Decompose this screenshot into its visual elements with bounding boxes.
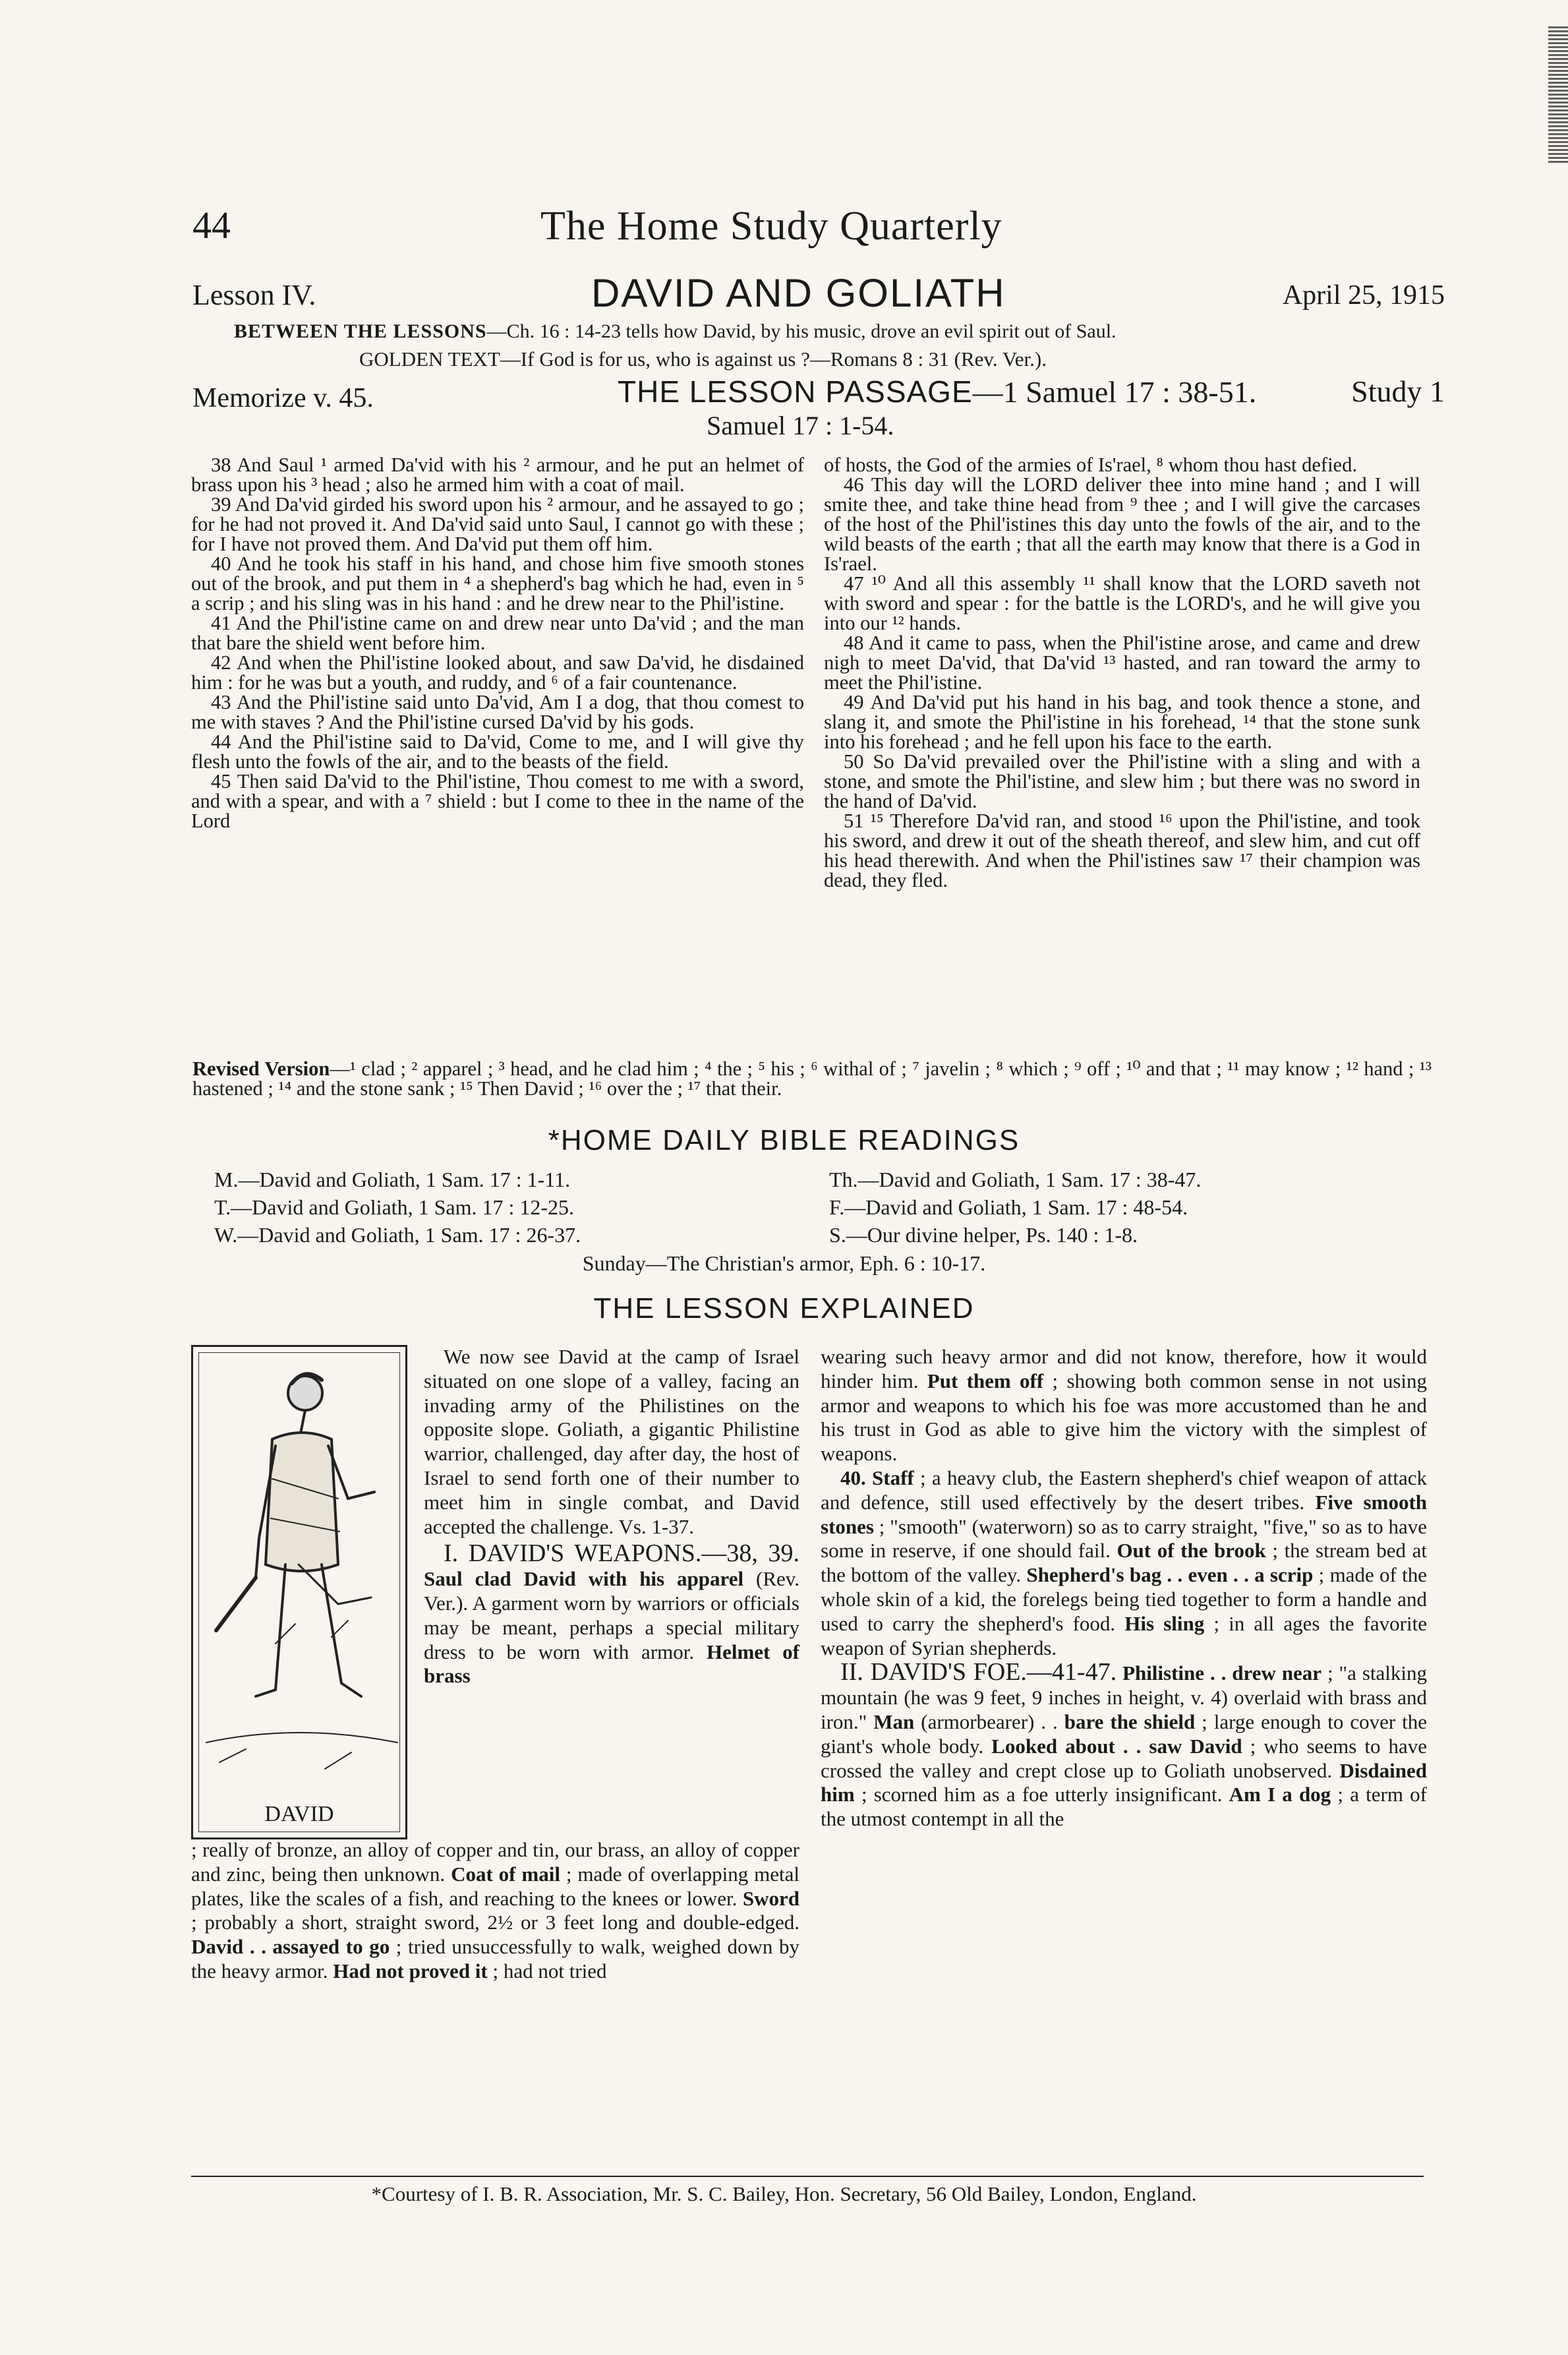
text: ; scorned him as a foe utterly insignificant. xyxy=(854,1783,1229,1806)
weapons-continued xyxy=(191,1838,799,1984)
reading-item: T.—David and Goliath, 1 Sam. 17 : 12-25. xyxy=(214,1195,574,1219)
passage-reference: —1 Samuel 17 : 38-51. xyxy=(972,375,1257,409)
weapons-paragraph xyxy=(424,1541,799,1688)
put-off-paragraph xyxy=(821,1345,1427,1466)
term: Sword xyxy=(742,1886,799,1910)
lesson-number: Lesson IV. xyxy=(192,279,316,311)
term: His sling xyxy=(1124,1611,1205,1635)
between-the-lessons xyxy=(234,320,1434,343)
golden-text: GOLDEN TEXT—If God is for us, who is against us ?—Romans 8 : 31 (Rev. Ver.). xyxy=(359,347,1047,371)
text: ; really of bronze, an alloy of copper and tin, our brass, an alloy of copper and zinc, being then unknown. xyxy=(191,1838,799,1886)
term: Saul clad David with his apparel xyxy=(424,1567,744,1591)
term: Philistine . . drew near xyxy=(1122,1661,1322,1685)
running-title: The Home Study Quarterly xyxy=(540,204,1002,249)
text: ; probably a short, straight sword, 2½ or 3 feet long and double-edged. xyxy=(191,1911,799,1934)
term: Am I a dog xyxy=(1229,1783,1331,1806)
between-text: —Ch. 16 : 14-23 tells how David, by his music, drove an evil spirit out of Saul. xyxy=(486,320,1117,342)
study-reference: Samuel 17 : 1-54. xyxy=(707,411,894,440)
term: David . . assayed to go xyxy=(191,1935,390,1959)
text: ; "a stalking mountain (he was 9 feet, 9 inches in height, v. 4) overlaid with brass and iron." xyxy=(821,1661,1427,1733)
readings-left xyxy=(214,1166,581,1249)
term: Five smooth stones xyxy=(821,1490,1428,1538)
reading-item: S.—Our divine helper, Ps. 140 : 1-8. xyxy=(829,1223,1138,1247)
term: Put them off xyxy=(927,1369,1044,1392)
reading-item: F.—David and Goliath, 1 Sam. 17 : 48-54. xyxy=(829,1195,1188,1219)
verse: 46 This day will the LORD deliver thee into mine hand ; and I will smite thee, and take thine head from ⁹ thee ; and I will give the carcases of the host of the Phil'istines this day unto the fowls of the air, and to the wild beasts of the earth ; that all the earth may know that there is a God in Is'rael. xyxy=(824,473,1420,575)
between-label: BETWEEN THE LESSONS xyxy=(234,320,487,342)
term: Shepherd's bag . . even . . a scrip xyxy=(1026,1563,1314,1587)
text: ; a heavy club, the Eastern shepherd's chief weapon of attack and defence, still used effectively by the desert tribes. xyxy=(821,1466,1427,1514)
footnote-divider xyxy=(191,2176,1424,2177)
verse: 47 ¹⁰ And all this assembly ¹¹ shall know that the LORD saveth not with sword and spear : for the battle is the LORD's, and he will give you into our ¹² hands. xyxy=(824,572,1420,634)
figure-caption: DAVID xyxy=(264,1802,334,1826)
term: Out of the brook xyxy=(1117,1539,1266,1563)
memorize-note: Memorize v. 45. xyxy=(192,383,374,413)
verse: of hosts, the God of the armies of Is'rael, ⁸ whom thou hast defied. xyxy=(824,454,1357,476)
david-figure-icon xyxy=(193,1347,405,1802)
text: (Rev. Ver.). A garment worn by warriors or officials may be meant, perhaps a special military dress to be worn with armor. xyxy=(424,1567,800,1663)
readings-heading: *HOME DAILY BIBLE READINGS xyxy=(548,1124,1020,1156)
text: ; made of the whole skin of a kid, the forelegs being tied together to form a handle and used to carry the shepherd's food. xyxy=(821,1563,1427,1635)
revised-label: Revised Version xyxy=(192,1058,330,1080)
verse: 42 And when the Phil'istine looked about, and saw Da'vid, he disdained him : for he was but a youth, and ruddy, and ⁶ of a fair countenance. xyxy=(191,651,804,694)
term: bare the shield xyxy=(1064,1710,1196,1733)
text: ; made of overlapping metal plates, like the scales of a fish, and reaching to the knees or lower. xyxy=(191,1862,799,1910)
term: Looked about . . saw David xyxy=(991,1734,1242,1758)
term: 40. Staff xyxy=(840,1466,914,1489)
lesson-date: April 25, 1915 xyxy=(1282,280,1445,311)
text: (armorbearer) . . xyxy=(914,1710,1064,1733)
term: Disdained him xyxy=(821,1758,1427,1806)
reading-item: Th.—David and Goliath, 1 Sam. 17 : 38-47. xyxy=(829,1168,1202,1191)
scripture-column-left xyxy=(191,455,804,831)
verse: 50 So Da'vid prevailed over the Phil'istine with a sling and with a stone, and smote the Phil'istine, and slew him ; but there was no sword in the hand of Da'vid. xyxy=(824,750,1420,812)
reading-item: W.—David and Goliath, 1 Sam. 17 : 26-37. xyxy=(214,1223,581,1247)
text: ; in all ages the favorite weapon of Syrian shepherds. xyxy=(821,1611,1427,1659)
verse: 40 And he took his staff in his hand, and chose him five smooth stones out of the brook, and put them in ⁴ a shepherd's bag which he had, even in ⁵ a scrip ; and his sling was in his hand : and he drew near to the Phil'istine. xyxy=(191,552,804,614)
term: Had not proved it xyxy=(333,1959,488,1982)
lesson-title-row xyxy=(192,270,1445,316)
verse-40-paragraph xyxy=(821,1466,1427,1660)
text: ; "smooth" (waterworn) so as to carry straight, "five," so as to have some in reserve, if one should fail. xyxy=(821,1514,1427,1563)
verse: 45 Then said Da'vid to the Phil'istine, Thou comest to me with a sword, and with a spear, and with a ⁷ shield : but I come to thee in the name of the Lord xyxy=(191,770,804,832)
text: ; had not tried xyxy=(487,1959,607,1982)
text: wearing such heavy armor and did not know, therefore, how it would hinder him. xyxy=(821,1345,1427,1392)
footnote: *Courtesy of I. B. R. Association, Mr. S. C. Bailey, Hon. Secretary, 56 Old Bailey, London, England. xyxy=(371,2182,1197,2205)
explained-heading: THE LESSON EXPLAINED xyxy=(593,1292,975,1325)
text: ; showing both common sense in not using armor and weapons to which his foe was more accustomed than he and his trust in God as able to give him the victory with the simplest of weapons. xyxy=(821,1369,1428,1466)
verse: 44 And the Phil'istine said to Da'vid, Come to me, and I will give thy flesh unto the fowls of the air, and to the beasts of the field. xyxy=(191,730,804,773)
lesson-title: DAVID AND GOLIATH xyxy=(591,271,1006,315)
term: Coat of mail xyxy=(451,1862,560,1886)
text: ; who seems to have crossed the valley and crept close up to Goliath unobserved. xyxy=(821,1734,1428,1782)
passage-heading: THE LESSON PASSAGE xyxy=(618,374,973,409)
verse: 41 And the Phil'istine came on and drew near unto Da'vid ; and the man that bare the shield went before him. xyxy=(191,612,804,654)
revised-version-notes xyxy=(192,1059,1432,1098)
revised-text: —¹ clad ; ² apparel ; ³ head, and he clad him ; ⁴ the ; ⁵ his ; ⁶ withal of ; ⁷ javelin ; ⁸ which ; ⁹ off ; ¹⁰ and that ; ¹¹ may know ; ¹² hand ; ¹³ hastened ; ¹⁴ and the stone sank ; ¹⁵ Then David ; ¹⁶ over the ; ¹⁷ that their. xyxy=(192,1058,1432,1100)
sunday-reading: Sunday—The Christian's armor, Eph. 6 : 10-17. xyxy=(582,1251,986,1275)
term: Man xyxy=(873,1710,915,1733)
text: ; the stream bed at the bottom of the valley. xyxy=(821,1539,1428,1587)
passage-title xyxy=(618,376,1445,408)
scripture-column-right xyxy=(824,455,1420,890)
term: Helmet of brass xyxy=(424,1640,799,1688)
verse: 43 And the Phil'istine said unto Da'vid, Am I a dog, that thou comest to me with staves ? And the Phil'istine cursed Da'vid by his gods. xyxy=(191,691,804,733)
verse: 51 ¹⁵ Therefore Da'vid ran, and stood ¹⁶ upon the Phil'istine, and took his sword, and drew it out of the sheath thereof, and slew him, and cut off his head therewith. And when the Phil'istines saw ¹⁷ their champion was dead, they fled. xyxy=(824,810,1420,891)
section-2-title: II. DAVID'S FOE.—41-47. xyxy=(840,1658,1117,1686)
foe-paragraph xyxy=(821,1660,1427,1832)
passage-heading-row xyxy=(192,376,1445,448)
readings-right xyxy=(829,1166,1201,1249)
verse: 39 And Da'vid girded his sword upon his ² armour, and he assayed to go ; for he had not proved it. And Da'vid said unto Saul, I cannot go with these ; for I have not proved them. And Da'vid put them off him. xyxy=(191,493,804,555)
text: ; large enough to cover the giant's whole body. xyxy=(821,1710,1428,1758)
explanation-right xyxy=(821,1345,1427,1832)
page-header xyxy=(192,203,1445,256)
reading-item: M.—David and Goliath, 1 Sam. 17 : 1-11. xyxy=(214,1168,571,1191)
section-1-title: I. DAVID'S WEAPONS.—38, 39. xyxy=(444,1539,799,1568)
page-number: 44 xyxy=(192,204,231,247)
text: ; a term of the utmost contempt in all the xyxy=(821,1783,1427,1831)
text: ; tried unsuccessfully to walk, weighed down by the heavy armor. xyxy=(191,1935,799,1982)
explanation-middle xyxy=(424,1345,799,1688)
intro-paragraph: We now see David at the camp of Israel situated on one slope of a valley, facing an invading army of the Philistines on the opposite slope. Goliath, a gigantic Philistine warrior, challenged, day after day, the host of Israel to send forth one of their number to meet him in single combat, and David accepted the challenge. Vs. 1-37. xyxy=(424,1345,799,1538)
scan-edge xyxy=(1548,26,1568,165)
verse: 49 And Da'vid put his hand in his bag, and took thence a stone, and slang it, and smote the Phil'istine in his forehead, ¹⁴ that the stone sunk into his forehead ; and he fell upon his face to the earth. xyxy=(824,691,1420,753)
verse: 38 And Saul ¹ armed Da'vid with his ² armour, and he put an helmet of brass upon his ³ head ; also he armed him with a coat of mail. xyxy=(191,454,804,496)
verse: 48 And it came to pass, when the Phil'istine arose, and came and drew nigh to meet Da'vid, that Da'vid ¹³ hasted, and ran toward the army to meet the Phil'istine. xyxy=(824,632,1420,694)
david-illustration xyxy=(191,1345,407,1839)
study-label: Study 1 xyxy=(1351,374,1445,408)
explanation-lower-left xyxy=(191,1838,799,1984)
